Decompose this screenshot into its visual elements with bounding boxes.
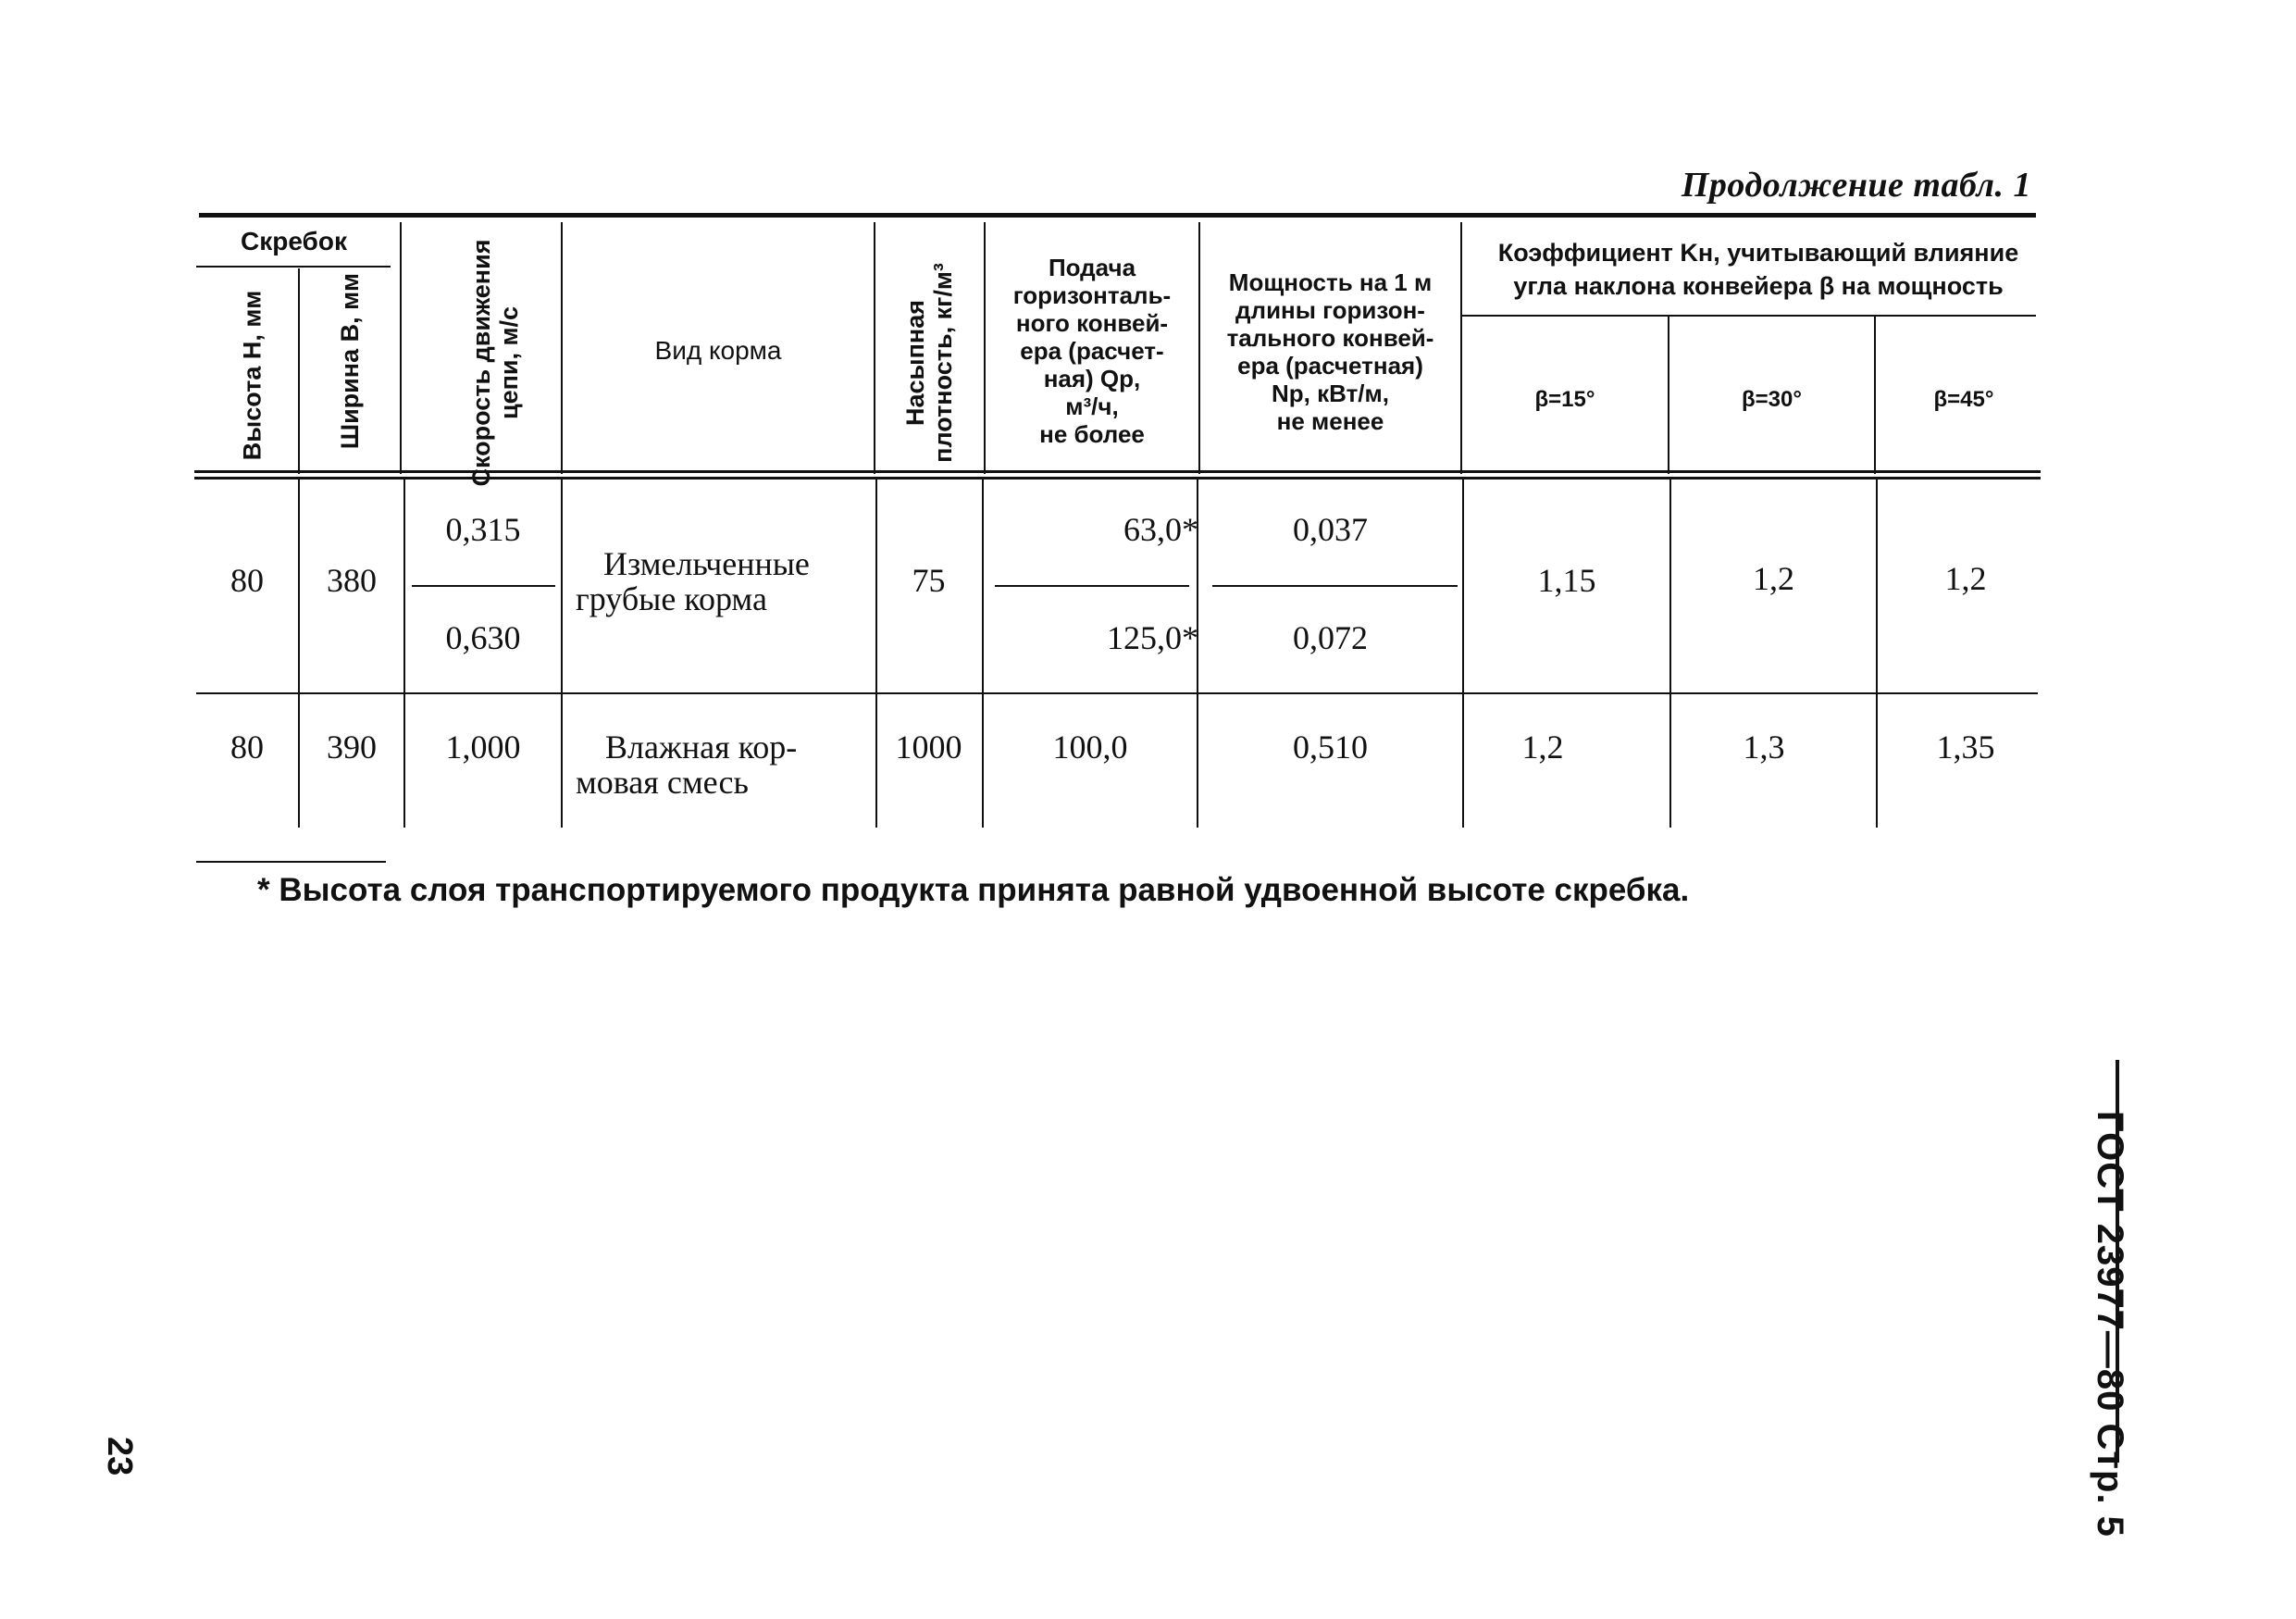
side-label: ГОСТ 23977—80 Стр. 5 <box>2090 1111 2130 1538</box>
vline-body-3 <box>561 479 563 828</box>
row2-height: 80 <box>230 729 264 766</box>
row2-feed-line-2: мовая смесь <box>576 764 749 801</box>
vline-body-4 <box>875 479 877 828</box>
power-line-3: тального конвей- <box>1226 324 1434 352</box>
footnote: * Высота слоя транспортируемого продукта принята равной удвоенной высоте скребка. <box>257 872 1690 908</box>
vline-body-7 <box>1462 479 1464 828</box>
row1-speed-b: 0,630 <box>445 619 521 656</box>
supply-line-3: ного конвей- <box>1015 309 1169 337</box>
table-caption: Продолжение табл. 1 <box>1681 166 2031 205</box>
row1-feed-line-1: Измельченные <box>603 545 810 582</box>
beta-15-header: β=15° <box>1534 387 1595 412</box>
supply-line-4: ера (расчет- <box>1020 337 1164 365</box>
power-line-5: Nр, кВт/м, <box>1272 380 1389 407</box>
supply-header <box>986 254 1198 448</box>
power-line-1: Мощность на 1 м <box>1228 268 1433 296</box>
row1-mid-speed <box>412 585 555 587</box>
row1-k15: 1,15 <box>1537 562 1596 599</box>
scraper-header: Скребок <box>241 227 347 255</box>
row1-mid-power <box>1212 585 1458 587</box>
vline-header-2 <box>400 222 402 474</box>
row2-supply: 100,0 <box>1052 729 1128 766</box>
height-header: Высота H, мм <box>238 290 267 461</box>
row1-k45: 1,2 <box>1944 560 1987 597</box>
power-header <box>1200 268 1460 435</box>
row1-width: 380 <box>327 562 377 599</box>
coef-line-1: Коэффициент Kн, учитывающий влияние <box>1497 239 2019 267</box>
row2-power: 0,510 <box>1293 729 1368 766</box>
beta-45-header: β=45° <box>1933 387 1994 412</box>
supply-line-5: ная) Qр, <box>1043 365 1141 392</box>
power-line-2: длины горизон- <box>1235 296 1425 324</box>
vline-header-4 <box>874 222 875 474</box>
power-line-6: не менее <box>1276 407 1384 435</box>
width-header-text: Ширина B, мм <box>336 272 364 450</box>
feed-type-header: Вид корма <box>654 336 782 365</box>
row2-feed-line-1: Влажная кор- <box>605 729 798 766</box>
supply-line-6: м³/ч, <box>1065 392 1119 420</box>
row1-speed-a: 0,315 <box>445 511 521 548</box>
row1-mid-supply <box>995 585 1189 587</box>
beta-30-header: β=30° <box>1742 387 1802 412</box>
footnote-rule <box>196 861 386 863</box>
coef-line-2: угла наклона конвейера β на мощность <box>1513 272 2004 300</box>
row1-supply-b: 125,0* <box>1107 619 1198 656</box>
width-header <box>336 268 364 454</box>
speed-header <box>467 238 523 488</box>
row1-k30: 1,2 <box>1753 560 1794 597</box>
vline-body-1 <box>298 479 300 828</box>
speed-header-text: Скорость движения цепи, м/с <box>467 239 523 487</box>
row2-width: 390 <box>327 729 377 766</box>
scraper-underline <box>196 266 391 268</box>
row-separator <box>196 692 2038 694</box>
row1-height: 80 <box>230 562 264 599</box>
row1-feed-line-2: грубые корма <box>576 580 767 617</box>
row2-density: 1000 <box>895 729 962 766</box>
vline-header-1 <box>298 268 300 474</box>
density-header <box>901 243 957 483</box>
power-line-4: ера (расчетная) <box>1237 352 1423 380</box>
row1-power-a: 0,037 <box>1293 511 1368 548</box>
coef-header <box>1462 236 2054 303</box>
supply-line-1: Подача <box>1048 254 1136 281</box>
row2-k30: 1,3 <box>1743 729 1785 766</box>
supply-line-2: горизонталь- <box>1012 281 1172 309</box>
row2-k45: 1,35 <box>1936 729 1995 766</box>
vline-body-9 <box>1876 479 1878 828</box>
row2-speed: 1,000 <box>445 729 521 766</box>
top-rule <box>199 213 2036 218</box>
row1-density: 75 <box>912 562 946 599</box>
density-header-text: Насыпная плотность, кг/м³ <box>901 263 957 463</box>
row1-supply-a: 63,0* <box>1123 511 1198 548</box>
row1-power-b: 0,072 <box>1293 619 1368 656</box>
row1-feed <box>576 546 872 616</box>
row2-k15: 1,2 <box>1521 729 1564 766</box>
vline-body-5 <box>982 479 984 828</box>
row2-feed <box>576 729 872 800</box>
coef-underline <box>1462 315 2036 317</box>
supply-line-7: не более <box>1039 420 1145 448</box>
page-number: 23 <box>100 1437 139 1476</box>
vline-body-8 <box>1669 479 1671 828</box>
